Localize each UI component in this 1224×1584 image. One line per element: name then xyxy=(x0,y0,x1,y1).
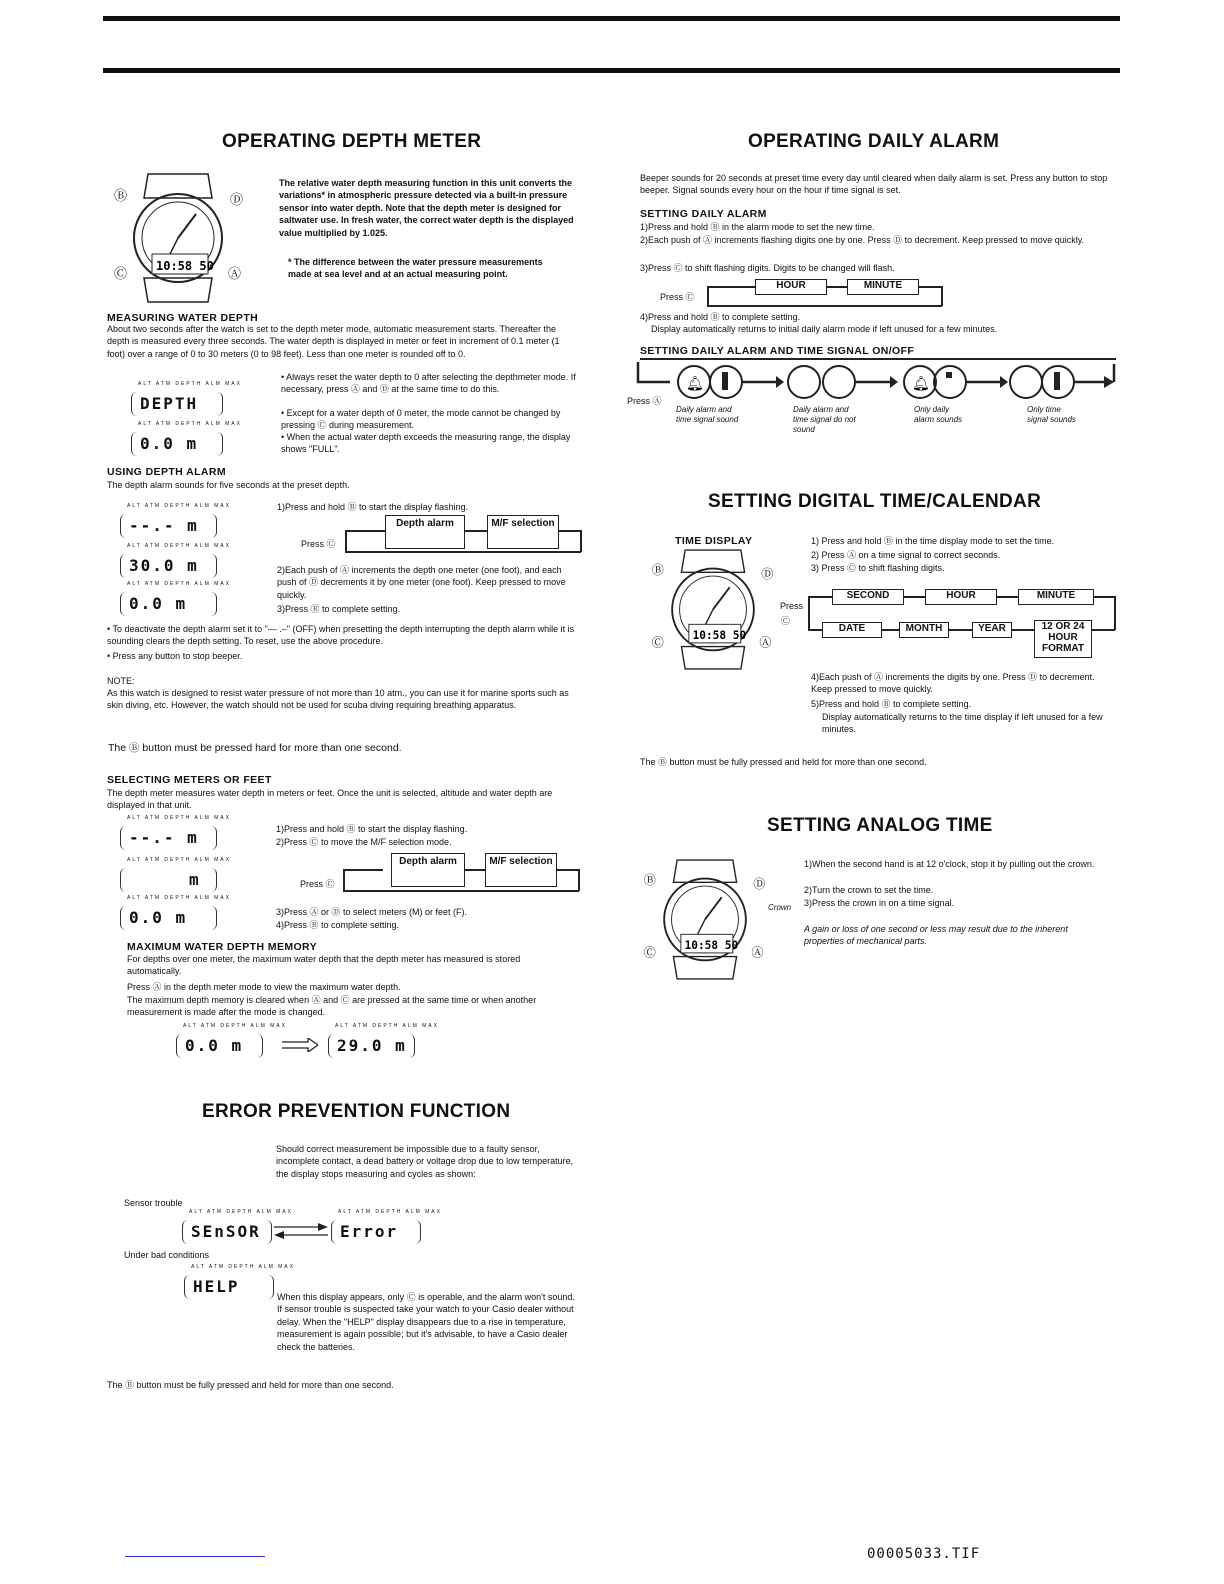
onoff-state-3: Only daily alarm sounds xyxy=(914,405,963,424)
second-box: SECOND xyxy=(832,589,904,605)
analog-step-1: 1)When the second hand is at 12 o'clock, stop it by pulling out the crown. xyxy=(804,859,1095,869)
analog-note: A gain or loss of one second or less may result due to the inherent properties of mechanical parts. xyxy=(804,924,1068,946)
selecting-text: The depth meter measures water depth in meters or feet. Once the unit is selected, altitude and water depth are displayed in that unit. xyxy=(107,788,553,811)
alarm-step-3: 3)Press Ⓒ to shift flashing digits. Digits to be changed will flash. xyxy=(640,263,895,273)
measuring-bullet-2: • Except for a water depth of 0 meter, the mode cannot be changed by pressing Ⓒ during measurement. xyxy=(281,408,561,431)
bell-icon: 🔔︎ xyxy=(686,375,704,391)
using-step-3: 3)Press Ⓑ to complete setting. xyxy=(277,604,401,614)
lcd-sensor xyxy=(182,1209,293,1244)
button-a-label: Ⓐ xyxy=(759,635,772,650)
footer-link-line xyxy=(125,1556,265,1557)
analog-time-title: SETTING ANALOG TIME xyxy=(767,815,993,836)
alarm-step-4: 4)Press and hold Ⓑ to complete setting. xyxy=(640,312,801,322)
lcd-value: 30.0 m xyxy=(129,556,199,575)
flow-line xyxy=(707,286,755,288)
lcd-zero-3 xyxy=(120,895,231,930)
lcd-zero xyxy=(131,421,242,456)
hour-box: HOUR xyxy=(755,279,827,295)
crown-label: Crown xyxy=(768,903,792,912)
flow-line xyxy=(558,530,581,532)
lcd-dash-2 xyxy=(120,815,231,850)
measuring-text: About two seconds after the watch is set to the depth meter mode, automatic measurement starts. Thereafter the depth is measured every three seconds. The water depth is displayed in meter or feet in increment of 0.1 meter (1 foot) over a range of 0 to 30 meters (0 to 98 feet). Less than one meter is rounded off to 0. xyxy=(107,324,560,359)
lcd-zero-memory xyxy=(176,1023,287,1058)
lcd-labels: ALT ATM DEPTH ALM MAX xyxy=(127,857,231,863)
using-step-1: 1)Press and hold Ⓑ to start the display flashing. xyxy=(277,502,469,512)
using-step-2: 2)Each push of Ⓐ increments the depth one meter (one foot), and each push of Ⓓ decrements it by one meter (one foot). Keep pressed to move quickly. xyxy=(277,565,566,600)
depth-alarm-box: Depth alarm xyxy=(385,515,465,549)
selecting-title: SELECTING METERS OR FEET xyxy=(107,774,272,786)
lcd-labels: ALT ATM DEPTH ALM MAX xyxy=(189,1209,293,1215)
note-label: NOTE: xyxy=(107,676,135,686)
lcd-labels: ALT ATM DEPTH ALM MAX xyxy=(338,1209,442,1215)
error-prevention-title: ERROR PREVENTION FUNCTION xyxy=(202,1101,511,1122)
minute-box: MINUTE xyxy=(847,279,919,295)
press-c-alarm: Press Ⓒ xyxy=(660,292,695,302)
top-rule xyxy=(103,16,1120,21)
lcd-value: m xyxy=(189,870,201,889)
arrow-right-icon xyxy=(282,1038,318,1052)
lcd-value: 0.0 m xyxy=(185,1036,244,1055)
button-a-label: Ⓐ xyxy=(228,266,242,281)
lcd-zero-2 xyxy=(120,581,231,616)
measuring-bullet-1: • Always reset the water depth to 0 after selecting the depthmeter mode. If necessary, press Ⓐ and Ⓓ at the same time to do this. xyxy=(281,372,576,395)
analog-step-2: 2)Turn the crown to set the time. xyxy=(804,885,934,895)
lcd-value: 0.0 m xyxy=(129,908,188,927)
flow-line xyxy=(1091,629,1115,631)
watch-time-text: 10:58 50 xyxy=(156,259,214,273)
flow-line xyxy=(808,629,822,631)
watch-illustration-depth xyxy=(108,170,248,305)
mf-selection-box: M/F selection xyxy=(487,515,559,549)
onoff-state-2: Daily alarm and time signal do not sound xyxy=(793,405,856,434)
digital-step-3: 3) Press Ⓒ to shift flashing digits. xyxy=(811,563,945,573)
time-display-label: TIME DISPLAY xyxy=(675,535,753,547)
flow-line xyxy=(345,551,581,553)
button-a-label: Ⓐ xyxy=(751,945,764,960)
help-text: When this display appears, only Ⓒ is operable, and the alarm won't sound. If sensor trouble is suspected take your watch to your Casio dealer without delay. When the "HELP" display disappears due to a rise in temperature, measurement is again possible; but it's advisable, to have a Casio dealer check the batteries. xyxy=(277,1292,575,1352)
flow-line xyxy=(1093,596,1115,598)
mf-selection-box-2: M/F selection xyxy=(485,853,557,887)
month-box: MONTH xyxy=(899,622,949,638)
lcd-labels: ALT ATM DEPTH ALM MAX xyxy=(127,543,231,549)
lcd-error xyxy=(331,1209,442,1244)
flow-line xyxy=(881,629,899,631)
flow-line xyxy=(1114,596,1116,630)
selecting-step-3: 3)Press Ⓐ or Ⓓ to select meters (M) or feet (F). xyxy=(276,907,468,917)
digital-time-title: SETTING DIGITAL TIME/CALENDAR xyxy=(708,491,1042,512)
onoff-state-4: Only time signal sounds xyxy=(1027,405,1076,424)
lcd-labels: ALT ATM DEPTH ALM MAX xyxy=(127,895,231,901)
lcd-value: DEPTH xyxy=(140,394,199,413)
format-box: 12 OR 24 HOUR FORMAT xyxy=(1034,620,1092,658)
lcd-depth xyxy=(131,381,242,416)
using-depth-alarm-title: USING DEPTH ALARM xyxy=(107,466,226,478)
button-d-label: Ⓓ xyxy=(761,566,774,581)
lcd-value: 29.0 m xyxy=(337,1036,407,1055)
flow-line xyxy=(948,629,972,631)
lcd-value: 0.0 m xyxy=(129,594,188,613)
digital-step-2: 2) Press Ⓐ on a time signal to correct seconds. xyxy=(811,550,1001,560)
digital-b-note: The Ⓑ button must be fully pressed and held for more than one second. xyxy=(640,757,927,767)
flow-line xyxy=(465,530,487,532)
press-c-symbol: Ⓒ xyxy=(781,616,791,626)
daily-alarm-title: OPERATING DAILY ALARM xyxy=(748,131,1000,152)
hour-box-2: HOUR xyxy=(925,589,997,605)
watch-illustration-digital xyxy=(648,545,778,673)
button-b-label: Ⓑ xyxy=(651,563,664,578)
button-b-label: Ⓑ xyxy=(643,873,656,888)
lcd-labels: ALT ATM DEPTH ALM MAX xyxy=(335,1023,439,1029)
watch-illustration-analog xyxy=(640,855,770,983)
alarm-step-1: 1)Press and hold Ⓑ in the alarm mode to set the new time. xyxy=(640,222,875,232)
flow-line xyxy=(903,596,925,598)
watch-time-text: 10:58 50 xyxy=(692,629,747,643)
setting-alarm-title: SETTING DAILY ALARM xyxy=(640,208,767,220)
button-c-label: Ⓒ xyxy=(643,945,656,960)
file-id: 00005033.TIF xyxy=(867,1546,981,1562)
lcd-labels: ALT ATM DEPTH ALM MAX xyxy=(127,503,231,509)
using-depth-alarm-text: The depth alarm sounds for five seconds at the preset depth. xyxy=(107,480,350,490)
flow-line xyxy=(808,596,810,630)
lcd-30 xyxy=(120,543,231,578)
flow-line xyxy=(343,869,345,891)
flow-line xyxy=(345,530,347,552)
max-depth-text-2: Press Ⓐ in the depth meter mode to view the maximum water depth. xyxy=(127,982,401,992)
selecting-step-2: 2)Press Ⓒ to move the M/F selection mode. xyxy=(276,837,452,847)
press-c-label: Press Ⓒ xyxy=(301,539,336,549)
lcd-dash xyxy=(120,503,231,538)
depth-alarm-box-2: Depth alarm xyxy=(391,853,465,887)
flow-line xyxy=(343,890,579,892)
note-text: As this watch is designed to resist water pressure of not more than 10 atm., you can use it for marine sports such as skin diving, etc. However, the watch should not be used for scuba diving requiring breathing apparatus. xyxy=(107,688,569,711)
minute-box-2: MINUTE xyxy=(1018,589,1094,605)
flow-line xyxy=(707,286,709,306)
lcd-value: Error xyxy=(340,1222,399,1241)
lcd-m xyxy=(120,857,231,892)
flow-line xyxy=(465,869,485,871)
press-a-label: Press Ⓐ xyxy=(627,396,662,406)
flow-line xyxy=(996,596,1018,598)
depth-meter-title: OPERATING DEPTH METER xyxy=(222,131,482,152)
error-text: Should correct measurement be impossible due to a faulty sensor, incomplete contact, a dead battery or voltage drop due to low temperature, the display stops measuring and cycles as shown: xyxy=(276,1144,574,1179)
lcd-value: HELP xyxy=(193,1277,240,1296)
lcd-labels: ALT ATM DEPTH ALM MAX xyxy=(127,815,231,821)
watch-time-text: 10:58 50 xyxy=(684,939,739,953)
depth-intro-note: * The difference between the water pressure measurements made at sea level and at an actual measuring point. xyxy=(288,257,543,280)
max-depth-title: MAXIMUM WATER DEPTH MEMORY xyxy=(127,941,318,953)
digital-step-4: 4)Each push of Ⓐ increments the digits by one. Press Ⓓ to decrement. Keep pressed to move quickly. xyxy=(811,672,1095,695)
flow-line xyxy=(918,286,942,288)
alarm-text: Beeper sounds for 20 seconds at preset time every day until cleared when daily alarm is set. Press any button to stop beeper. Signal sounds every hour on the hour if time signal is set. xyxy=(640,173,1108,196)
lcd-labels: ALT ATM DEPTH ALM MAX xyxy=(191,1264,295,1270)
bottom-b-note: The Ⓑ button must be fully pressed and held for more than one second. xyxy=(107,1380,394,1390)
alarm-step-2: 2)Each push of Ⓐ increments flashing digits one by one. Press Ⓓ to decrement. Keep pressed to move quickly. xyxy=(640,235,1085,245)
button-d-label: Ⓓ xyxy=(753,876,766,891)
onoff-cycle-diagram xyxy=(634,360,1120,402)
lcd-value: --.- m xyxy=(129,828,199,847)
b-button-note: The Ⓑ button must be pressed hard for more than one second. xyxy=(108,742,402,754)
bad-conditions-label: Under bad conditions xyxy=(124,1250,210,1260)
flow-line xyxy=(578,869,580,891)
second-rule xyxy=(103,68,1120,73)
cycle-arrows-icon xyxy=(274,1222,328,1240)
flow-line xyxy=(941,286,943,306)
lcd-labels: ALT ATM DEPTH ALM MAX xyxy=(183,1023,287,1029)
lcd-value: 0.0 m xyxy=(140,434,199,453)
measuring-bullet-3: • When the actual water depth exceeds the measuring range, the display shows "FULL". xyxy=(281,432,571,455)
onoff-state-1: Daily alarm and time signal sound xyxy=(676,405,739,424)
flow-line xyxy=(1011,629,1034,631)
lcd-value: SEnSOR xyxy=(191,1222,261,1241)
deactivate-note-2: • Press any button to stop beeper. xyxy=(107,651,243,661)
button-d-label: Ⓓ xyxy=(230,192,244,207)
flow-line xyxy=(808,596,832,598)
button-b-label: Ⓑ xyxy=(114,188,128,203)
lcd-labels: ALT ATM DEPTH ALM MAX xyxy=(138,381,242,387)
depth-intro: The relative water depth measuring function in this unit converts the variations* in atmospheric pressure detected via a built-in pressure sensor into water depth. Note that the depth meter is designed for saltwater use. In fresh water, the correct water depth is the displayed value multiplied by 1.025. xyxy=(279,178,574,238)
lcd-help xyxy=(184,1264,295,1299)
sensor-trouble-label: Sensor trouble xyxy=(124,1198,183,1208)
bell-icon: 🔔︎ xyxy=(912,375,930,391)
flow-line xyxy=(707,305,942,307)
press-label: Press xyxy=(780,601,804,611)
digital-step-5: 5)Press and hold Ⓑ to complete setting. xyxy=(811,699,972,709)
press-c-label-2: Press Ⓒ xyxy=(300,879,335,889)
max-depth-text: For depths over one meter, the maximum water depth that the depth meter has measured is stored automatically. xyxy=(127,954,521,977)
selecting-step-4: 4)Press Ⓑ to complete setting. xyxy=(276,920,400,930)
flow-line xyxy=(343,869,383,871)
year-box: YEAR xyxy=(972,622,1012,638)
flow-line xyxy=(827,286,847,288)
measuring-title: MEASURING WATER DEPTH xyxy=(107,312,259,324)
analog-step-3: 3)Press the crown in on a time signal. xyxy=(804,898,955,908)
button-c-label: Ⓒ xyxy=(651,635,664,650)
selecting-step-1: 1)Press and hold Ⓑ to start the display flashing. xyxy=(276,824,468,834)
digital-step-1: 1) Press and hold Ⓑ in the time display mode to set the time. xyxy=(811,536,1055,546)
deactivate-note-1: • To deactivate the depth alarm set it to "— .–" (OFF) when presetting the depth interrupting the depth alarm while it is sounding clears the depth setting. To reset, use the above procedure. xyxy=(107,624,575,647)
flow-line xyxy=(345,530,385,532)
alarm-step-4b: Display automatically returns to initial daily alarm mode if left unused for a few minutes. xyxy=(651,324,998,334)
onoff-title: SETTING DAILY ALARM AND TIME SIGNAL ON/OFF xyxy=(640,345,915,357)
lcd-value: --.- m xyxy=(129,516,199,535)
flow-line xyxy=(556,869,579,871)
lcd-labels: ALT ATM DEPTH ALM MAX xyxy=(138,421,242,427)
lcd-29 xyxy=(328,1023,439,1058)
date-box: DATE xyxy=(822,622,882,638)
max-depth-text-3: The maximum depth memory is cleared when Ⓐ and Ⓒ are pressed at the same time or when another measurement is made after the mode is changed. xyxy=(127,995,537,1018)
digital-step-5b: Display automatically returns to the time display if left unused for a few minutes. xyxy=(822,712,1103,735)
button-c-label: Ⓒ xyxy=(114,266,128,281)
flow-line xyxy=(580,530,582,552)
lcd-labels: ALT ATM DEPTH ALM MAX xyxy=(127,581,231,587)
